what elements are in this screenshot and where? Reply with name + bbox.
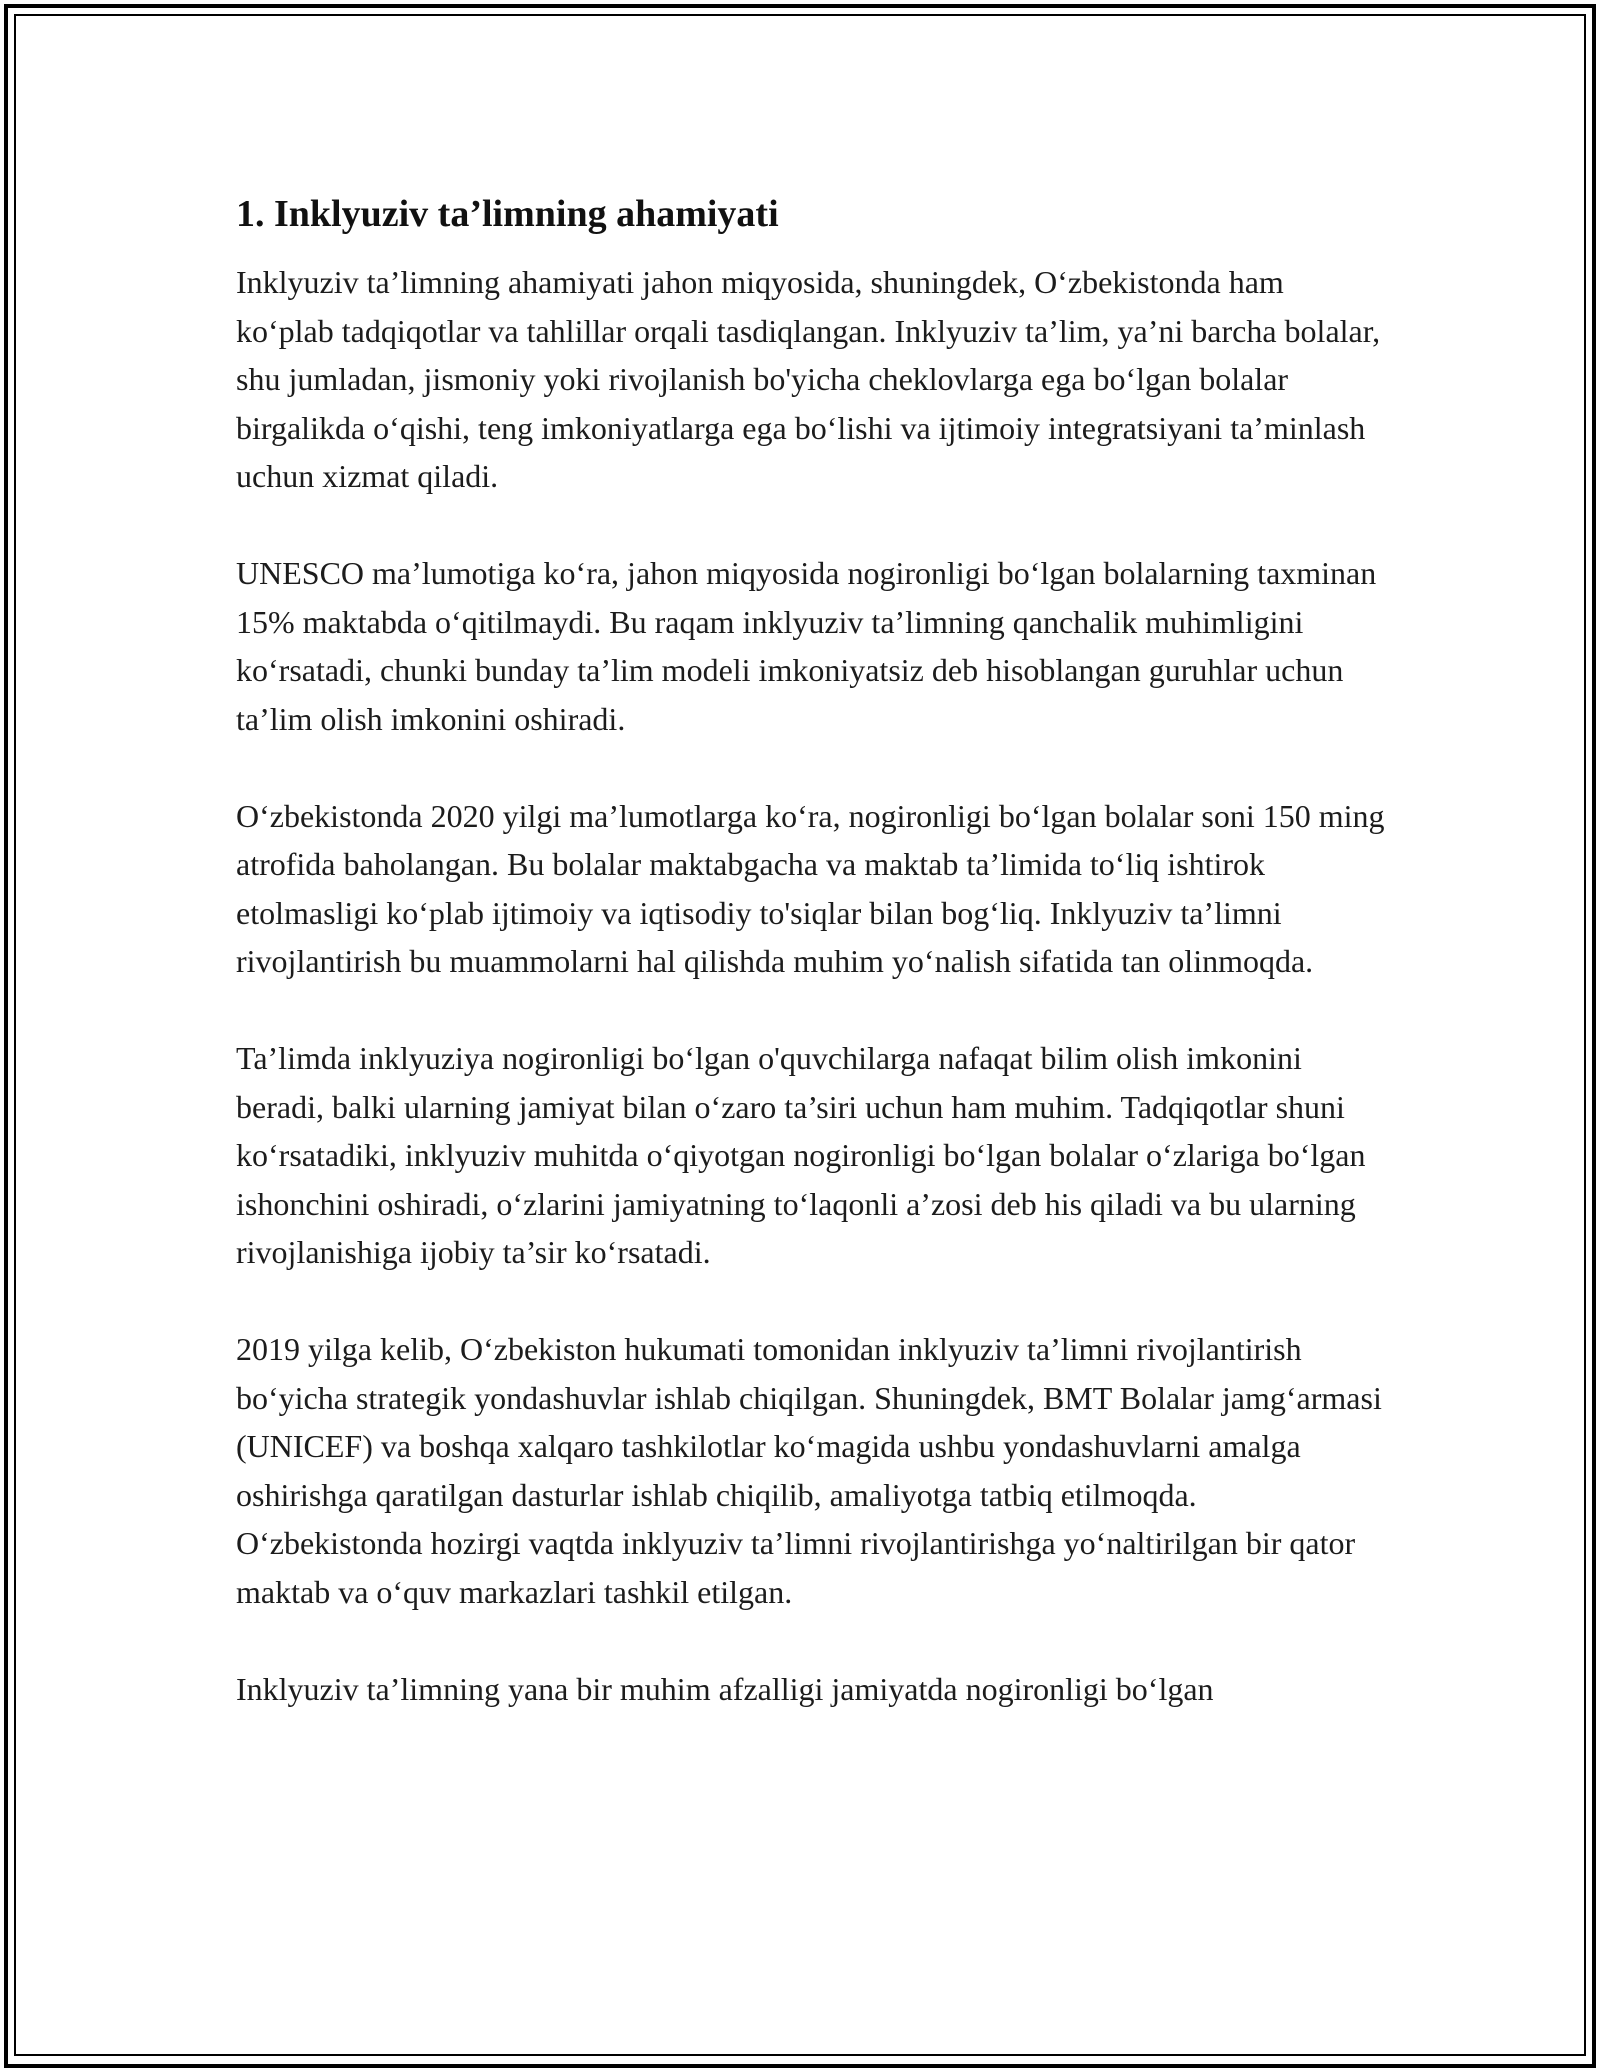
paragraph-6: Inklyuziv ta’limning yana bir muhim afzalligi jamiyatda nogironligi bo‘lgan [236,1670,1214,1707]
paragraph-2: UNESCO ma’lumotiga ko‘ra, jahon miqyosida nogironligi bo‘lgan bolalarning taxminan 15% maktabda o‘qitilmaydi. Bu raqam inklyuziv ta’limning qanchalik muhimligini ko‘rsatadi, chunki bunday ta’lim modeli imkoniyatsiz deb hisoblangan guruhlar uchun ta’lim olish imkonini oshiradi. [236,555,1377,737]
document-body [236,180,1386,1762]
paragraph-4: Ta’limda inklyuziya nogironligi bo‘lgan o'quvchilarga nafaqat bilim olish imkonini beradi, balki ularning jamiyat bilan o‘zaro ta’siri uchun ham muhim. Tadqiqotlar shuni ko‘rsatadiki, inklyuziv muhitda o‘qiyotgan nogironligi bo‘lgan bolalar o‘zlariga bo‘lgan ishonchini oshiradi, o‘zlarini jamiyatning to‘laqonli a’zosi deb his qiladi va bu ularning rivojlanishiga ijobiy ta’sir ko‘rsatadi. [236,1040,1366,1270]
paragraph-1: Inklyuziv ta’limning ahamiyati jahon miqyosida, shuningdek, O‘zbekistonda ham ko‘plab tadqiqotlar va tahlillar orqali tasdiqlangan. Inklyuziv ta’lim, ya’ni barcha bolalar, shu jumladan, jismoniy yoki rivojlanish bo'yicha cheklovlarga ega bo‘lgan bolalar birgalikda o‘qishi, teng imkoniyatlarga ega bo‘lishi va ijtimoiy integratsiyani ta’minlash uchun xizmat qiladi. [236,264,1381,494]
paragraph-3: O‘zbekistonda 2020 yilgi ma’lumotlarga ko‘ra, nogironligi bo‘lgan bolalar soni 150 ming atrofida baholangan. Bu bolalar maktabgacha va maktab ta’limida to‘liq ishtirok etolmasligi ko‘plab ijtimoiy va iqtisodiy to'siqlar bilan bog‘liq. Inklyuziv ta’limni rivojlantirish bu muammolarni hal qilishda muhim yo‘nalish sifatida tan olinmoqda. [236,797,1385,979]
section-heading: 1. Inklyuziv ta’limning ahamiyati [236,193,779,235]
paragraph-5: 2019 yilga kelib, O‘zbekiston hukumati tomonidan inklyuziv ta’limni rivojlantirish bo‘yicha strategik yondashuvlar ishlab chiqilgan. Shuningdek, BMT Bolalar jamg‘armasi (UNICEF) va boshqa xalqaro tashkilotlar ko‘magida ushbu yondashuvlarni amalga oshirishga qaratilgan dasturlar ishlab chiqilib, amaliyotga tatbiq etilmoqda. O‘zbekistonda hozirgi vaqtda inklyuziv ta’limni rivojlantirishga yo‘naltirilgan bir qator maktab va o‘quv markazlari tashkil etilgan. [236,1331,1382,1610]
